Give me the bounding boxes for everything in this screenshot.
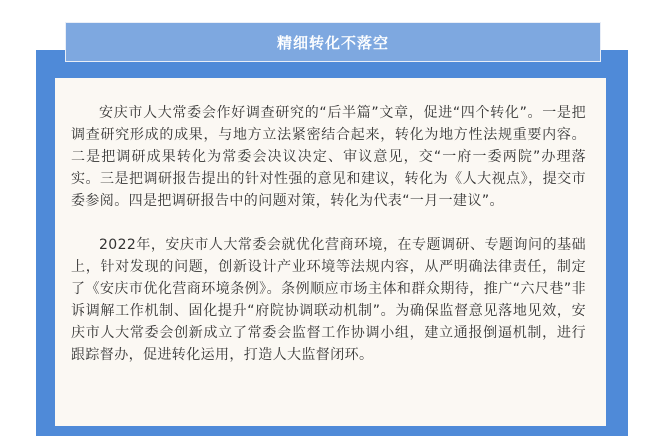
paragraph-business-environment: 2022年，安庆市人大常委会就优化营商环境，在专题调研、专题询问的基础上，针对发现的问题，创新设计产业环境等法规内容，从严明确法律责任，制定了《安庆市优化营商环境条例》。条例顺应市场主体和群众期待，推广“六尺巷”非诉调解工作机制、固化提升“府院协调联动机制”。为确保监督意见落地见效，安庆市人大常委会创新成立了常委会监督工作协调小组，建立通报倒逼机制，进行跟踪督办，促进转化运用，打造人大监督闭环。 bbox=[71, 237, 586, 363]
section-header bbox=[65, 22, 601, 62]
article-card bbox=[36, 50, 628, 436]
article-body bbox=[55, 78, 606, 426]
paragraph-four-transformations: 安庆市人大常委会作好调查研究的“后半篇”文章，促进“四个转化”。一是把调查研究形成的成果，与地方立法紧密结合起来，转化为地方性法规重要内容。二是把调研成果转化为常委会决议决定、审议意见，交“一府一委两院”办理落实。三是把调研报告提出的针对性强的意见和建议，转化为《人大视点》，提交市委参阅。四是把调研报告中的问题对策，转化为代表“一月一建议”。 bbox=[71, 105, 586, 209]
section-title: 精细转化不落空 bbox=[276, 33, 389, 52]
